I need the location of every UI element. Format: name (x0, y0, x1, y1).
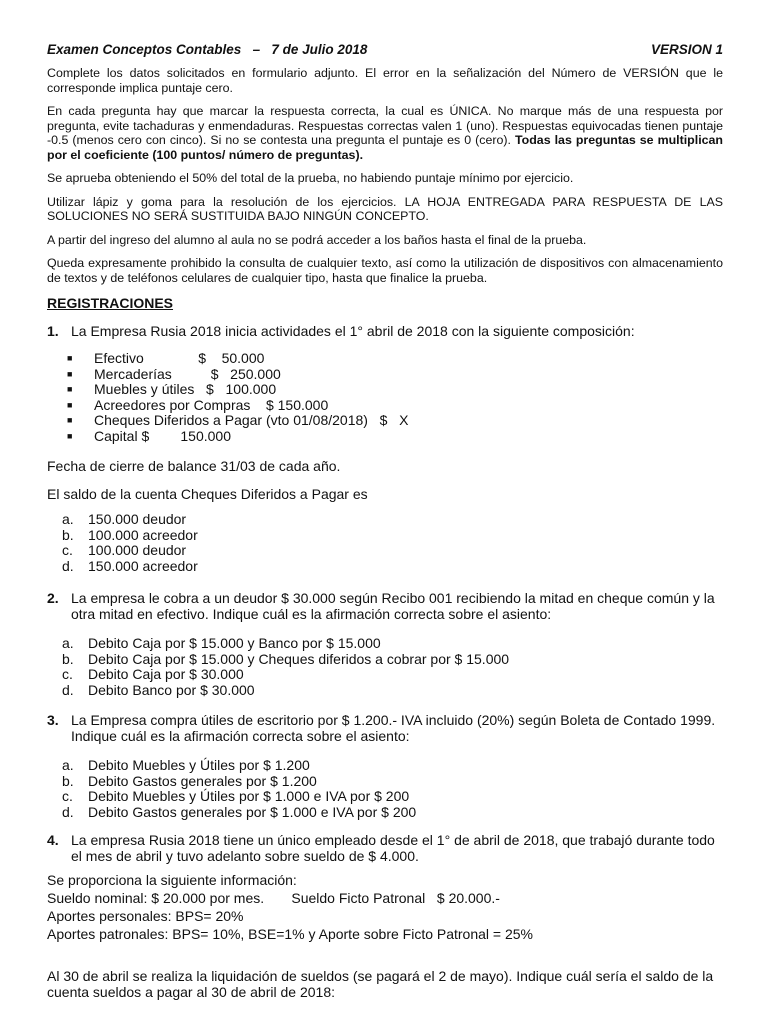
bullet-icon: ■ (67, 415, 73, 425)
exam-header (47, 42, 723, 60)
answer-option-b[interactable]: b. Debito Gastos generales por $ 1.200 (62, 772, 317, 789)
question-3 (47, 712, 723, 744)
question-2 (47, 590, 723, 622)
answer-option-d[interactable]: d. Debito Gastos generales por $ 1.000 e IVA por $ 200 (62, 803, 417, 820)
instruction-3: Se aprueba obteniendo el 50% del total de la prueba, no habiendo puntaje mínimo por ejercicio. (47, 171, 574, 185)
instruction-2-text: En cada pregunta hay que marcar la respuesta correcta, la cual es ÚNICA. No marque más de una respuesta por pregunta, evite tachaduras y enmendaduras. Respuestas correctas valen 1 (uno). Respuestas equivocadas tienen puntaje -0.5 (menos cero con cinco). Si no se contesta una pregunta el puntaje es 0 (cero). (47, 104, 723, 147)
question-number: 3. (47, 712, 59, 728)
question-text: La Empresa Rusia 2018 inicia actividades el 1° abril de 2018 con la siguiente composición: (71, 323, 635, 339)
header-dash: – (252, 42, 261, 57)
question-1 (47, 323, 723, 339)
list-item: ■ Mercaderías $ 250.000 (67, 365, 281, 382)
exam-page (47, 42, 723, 1000)
header-left (47, 42, 367, 60)
question-1-options (47, 512, 723, 574)
answer-option-a[interactable]: a. Debito Caja por $ 15.000 y Banco por $ 15.000 (62, 635, 381, 651)
instruction-1: Complete los datos solicitados en formulario adjunto. El error en la señalización del Número de VERSIÓN que le corresponde implica puntaje cero. (47, 66, 723, 95)
question-4 (47, 832, 723, 864)
answer-option-a[interactable]: a. 150.000 deudor (62, 511, 187, 527)
answer-option-b[interactable]: b. 100.000 acreedor (62, 526, 198, 543)
section-heading: REGISTRACIONES (47, 295, 174, 311)
list-item: ■ Efectivo $ 50.000 (67, 350, 265, 366)
answer-option-c[interactable]: c. Debito Muebles y Útiles por $ 1.000 e IVA por $ 200 (62, 788, 410, 804)
question-2-options (47, 636, 723, 698)
bullet-icon: ■ (67, 384, 73, 394)
bullet-icon: ■ (67, 368, 73, 379)
list-item: ■ Cheques Diferidos a Pagar (vto 01/08/2018) $ X (67, 412, 409, 428)
question-number: 2. (47, 590, 59, 606)
question-text: La empresa Rusia 2018 tiene un único empleado desde el 1° de abril de 2018, que trabajó durante todo el mes de abril y tuvo adelanto sobre sueldo de $ 4.000. (71, 832, 715, 864)
instruction-4: Utilizar lápiz y goma para la resolución de los ejercicios. LA HOJA ENTREGADA PARA RESPUESTA DE LAS SOLUCIONES NO SERÁ SUSTITUIDA BAJO NINGÚN CONCEPTO. (47, 194, 723, 223)
question-text: La empresa le cobra a un deudor $ 30.000 según Recibo 001 recibiendo la mitad en cheque común y la otra mitad en efectivo. Indique cuál es la afirmación correcta sobre el asiento: (71, 590, 715, 622)
question-1-note-1: Fecha de cierre de balance 31/03 de cada año. (47, 458, 341, 474)
answer-option-d[interactable]: d. Debito Banco por $ 30.000 (62, 681, 255, 698)
list-item: ■ Muebles y útiles $ 100.000 (67, 381, 277, 397)
composition-list (67, 351, 723, 444)
answer-option-c[interactable]: c. 100.000 deudor (62, 542, 187, 558)
instruction-6: Queda expresamente prohibido la consulta de cualquier texto, así como la utilización de dispositivos con almacenamiento de textos y de teléfonos celulares de cualquier tipo, hasta que finalice la prueba. (47, 256, 723, 285)
answer-option-a[interactable]: a. Debito Muebles y Útiles por $ 1.200 (62, 757, 310, 773)
bullet-icon: ■ (67, 430, 73, 441)
exam-title: Examen Conceptos Contables (47, 42, 242, 57)
question-3-options (47, 758, 723, 820)
instruction-2-bold: Todas las preguntas se multiplican por el coeficiente (100 puntos/ número de preguntas). (47, 133, 723, 162)
question-number: 1. (47, 323, 59, 339)
question-4-closing: Al 30 de abril se realiza la liquidación de sueldos (se pagará el 2 de mayo). Indique cuál sería el saldo de la cuenta sueldos a pagar al 30 de abril de 2018: (47, 968, 714, 1000)
instruction-2 (47, 104, 723, 162)
answer-option-b[interactable]: b. Debito Caja por $ 15.000 y Cheques diferidos a cobrar por $ 15.000 (62, 650, 510, 667)
exam-date: 7 de Julio 2018 (271, 42, 368, 57)
info-line-2: Aportes personales: BPS= 20% (47, 908, 244, 924)
list-item: ■ Acreedores por Compras $ 150.000 (67, 396, 329, 413)
list-item: ■ Capital $ 150.000 (67, 427, 231, 444)
instruction-5: A partir del ingreso del alumno al aula no se podrá acceder a los baños hasta el final de la prueba. (47, 232, 587, 247)
bullet-icon: ■ (67, 353, 73, 363)
info-line-1: Sueldo nominal: $ 20.000 por mes. Sueldo Ficto Patronal $ 20.000.- (47, 890, 500, 906)
exam-version: VERSION 1 (650, 42, 723, 57)
question-text: La Empresa compra útiles de escritorio por $ 1.200.- IVA incluido (20%) según Boleta de Contado 1999. Indique cuál es la afirmación correcta sobre el asiento: (71, 712, 716, 744)
answer-option-d[interactable]: d. 150.000 acreedor (62, 557, 198, 574)
bullet-icon: ■ (67, 399, 73, 410)
question-1-note-2: El saldo de la cuenta Cheques Diferidos a Pagar es (47, 486, 368, 502)
question-number: 4. (47, 832, 59, 848)
info-title: Se proporciona la siguiente información: (47, 872, 297, 888)
answer-option-c[interactable]: c. Debito Caja por $ 30.000 (62, 666, 244, 682)
info-line-3: Aportes patronales: BPS= 10%, BSE=1% y Aporte sobre Ficto Patronal = 25% (47, 926, 534, 942)
